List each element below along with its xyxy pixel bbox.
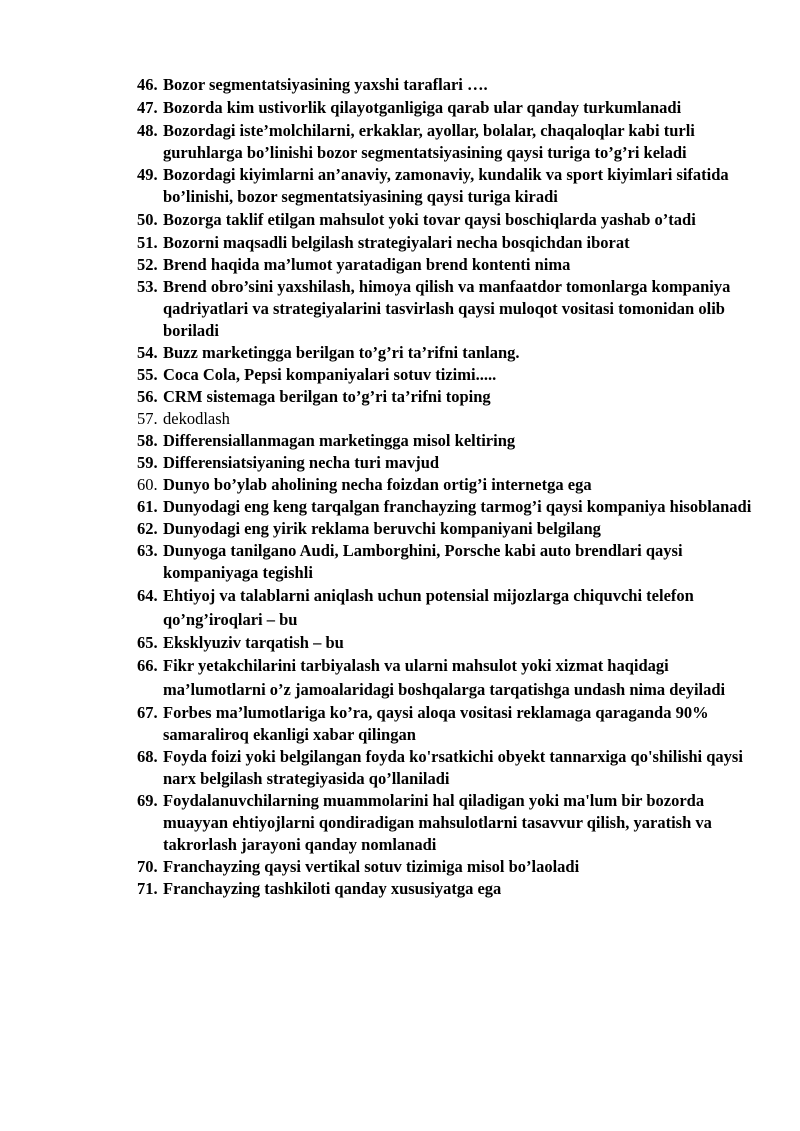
question-number: 71. [137, 879, 158, 898]
question-number: 48. [137, 121, 158, 140]
question-text: Bozorda kim ustivorlik qilayotganligiga qarab ular qanday turkumlanadi [163, 98, 682, 117]
question-item-70 [137, 856, 757, 878]
question-number: 57. [137, 409, 158, 428]
question-number: 64. [137, 586, 158, 605]
question-text: Bozordagi kiyimlarni an’anaviy, zamonaviy, kundalik va sport kiyimlari sifatida bo’linishi, bozor segmentatsiyasining qaysi turiga kiradi [163, 165, 729, 206]
question-text: Bozor segmentatsiyasining yaxshi taraflari …. [163, 75, 488, 94]
question-number: 55. [137, 365, 158, 384]
question-text: Brend haqida ma’lumot yaratadigan brend kontenti nima [163, 255, 571, 274]
question-number: 52. [137, 255, 158, 274]
question-item-66 [137, 654, 757, 702]
question-text: Dunyoga tanilgano Audi, Lamborghini, Porsche kabi auto brendlari qaysi kompaniyaga tegishli [163, 541, 683, 582]
question-item-52 [137, 254, 757, 276]
question-text: Forbes ma’lumotlariga ko’ra, qaysi aloqa vositasi reklamaga qaraganda 90% samaraliroq ekanligi xabar qilingan [163, 703, 709, 744]
question-item-62 [137, 518, 757, 540]
question-text: Bozorga taklif etilgan mahsulot yoki tovar qaysi boschiqlarda yashab o’tadi [163, 210, 696, 229]
question-item-47 [137, 96, 757, 120]
question-number: 56. [137, 387, 158, 406]
question-text: Franchayzing qaysi vertikal sotuv tizimiga misol bo’laoladi [163, 857, 580, 876]
question-text: Brend obro’sini yaxshilash, himoya qilish va manfaatdor tomonlarga kompaniya qadriyatlari va strategiyalarini tasvirlash qaysi muloqot vositasi tomonidan olib boriladi [163, 277, 731, 340]
question-text: Differensiatsiyaning necha turi mavjud [163, 453, 440, 472]
question-text: Dunyo bo’ylab aholining necha foizdan ortig’i internetga ega [163, 475, 592, 494]
question-item-69 [137, 790, 757, 856]
question-item-67 [137, 702, 757, 746]
question-text: CRM sistemaga berilgan to’g’ri ta’rifni toping [163, 387, 491, 406]
question-text: Foyda foizi yoki belgilangan foyda ko'rsatkichi obyekt tannarxiga qo'shilishi qaysi narx belgilash strategiyasida qo’llaniladi [163, 747, 743, 788]
question-item-56 [137, 386, 757, 408]
question-item-48 [137, 120, 757, 164]
question-item-54 [137, 342, 757, 364]
question-item-60 [137, 474, 757, 496]
question-number: 46. [137, 75, 158, 94]
question-item-68 [137, 746, 757, 790]
question-number: 68. [137, 747, 158, 766]
question-text: dekodlash [163, 409, 230, 428]
question-text: Bozordagi iste’molchilarni, erkaklar, ayollar, bolalar, chaqaloqlar kabi turli guruhlarga bo’linishi bozor segmentatsiyasining qaysi turiga to’g’ri keladi [163, 121, 695, 162]
question-item-50 [137, 208, 757, 232]
question-item-71 [137, 878, 757, 900]
question-item-49 [137, 164, 757, 208]
question-number: 47. [137, 98, 158, 117]
question-text: Bozorni maqsadli belgilash strategiyalari necha bosqichdan iborat [163, 233, 630, 252]
question-text: Ehtiyoj va talablarni aniqlash uchun potensial mijozlarga chiquvchi telefon qo’ng’iroqlari – bu [163, 586, 694, 629]
question-item-63 [137, 540, 757, 584]
question-number: 66. [137, 656, 158, 675]
question-number: 60. [137, 475, 158, 494]
question-text: Differensiallanmagan marketingga misol keltiring [163, 431, 516, 450]
question-item-55 [137, 364, 757, 386]
question-item-58 [137, 430, 757, 452]
question-item-61 [137, 496, 757, 518]
question-text: Eksklyuziv tarqatish – bu [163, 633, 344, 652]
question-text: Dunyodagi eng keng tarqalgan franchayzing tarmog’i qaysi kompaniya hisoblanadi [163, 497, 752, 516]
question-number: 49. [137, 165, 158, 184]
question-number: 53. [137, 277, 158, 296]
question-number: 62. [137, 519, 158, 538]
question-item-57 [137, 408, 757, 430]
question-number: 54. [137, 343, 158, 362]
question-number: 70. [137, 857, 158, 876]
question-text: Coca Cola, Pepsi kompaniyalari sotuv tizimi..... [163, 365, 497, 384]
question-number: 61. [137, 497, 158, 516]
question-number: 69. [137, 791, 158, 810]
question-item-59 [137, 452, 757, 474]
question-number: 58. [137, 431, 158, 450]
question-number: 59. [137, 453, 158, 472]
question-number: 51. [137, 233, 158, 252]
question-text: Dunyodagi eng yirik reklama beruvchi kompaniyani belgilang [163, 519, 601, 538]
question-list [137, 74, 757, 900]
question-item-46 [137, 74, 757, 96]
question-item-64 [137, 584, 757, 632]
question-number: 63. [137, 541, 158, 560]
question-item-53 [137, 276, 757, 342]
question-number: 50. [137, 210, 158, 229]
question-text: Fikr yetakchilarini tarbiyalash va ularni mahsulot yoki xizmat haqidagi ma’lumotlarni o’z jamoalaridagi boshqalarga tarqatishga undash nima deyiladi [163, 656, 726, 699]
question-item-65 [137, 632, 757, 654]
question-number: 65. [137, 633, 158, 652]
question-text: Buzz marketingga berilgan to’g’ri ta’rifni tanlang. [163, 343, 520, 362]
question-number: 67. [137, 703, 158, 722]
question-item-51 [137, 232, 757, 254]
question-text: Foydalanuvchilarning muammolarini hal qiladigan yoki ma'lum bir bozorda muayyan ehtiyojlarni qondiradigan mahsulotlarni tasavvur qilish, yaratish va takrorlash jarayoni qanday nomlanadi [163, 791, 712, 854]
question-text: Franchayzing tashkiloti qanday xususiyatga ega [163, 879, 502, 898]
